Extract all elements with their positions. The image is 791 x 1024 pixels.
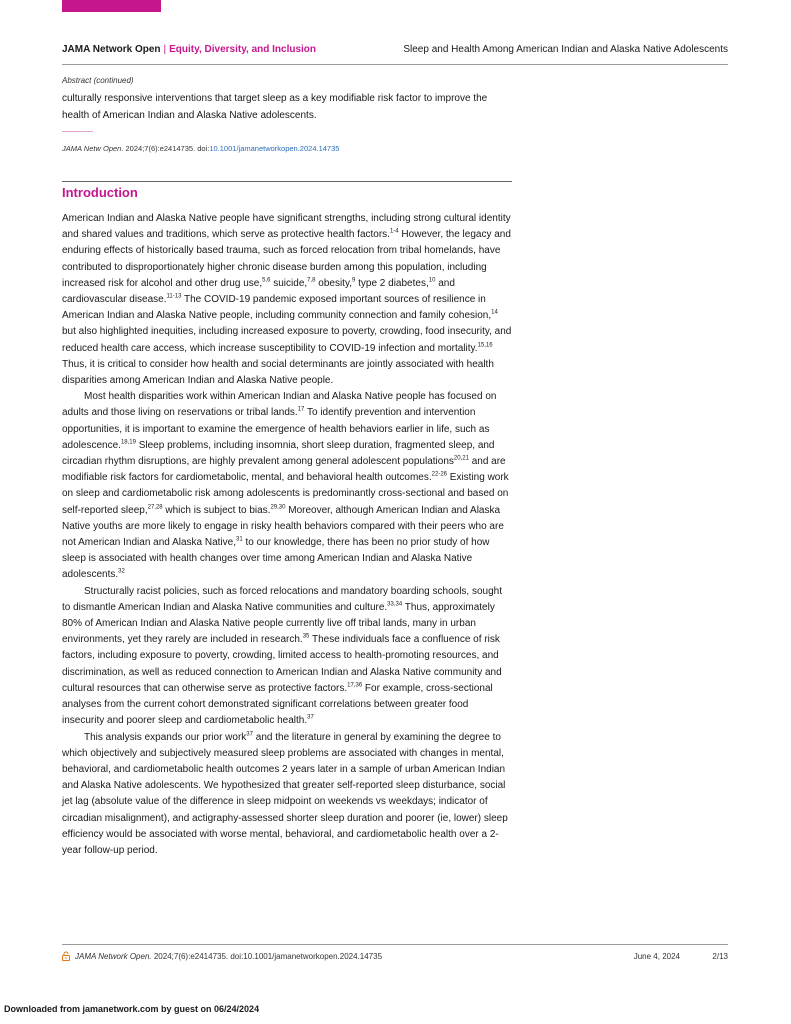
- text-segment: These individuals face a confluence of risk factors, including exposure to poverty, crowding, limited access to health-promoting resources, and discrimination, as well as reduced connection to American Indian and Alaska Native community and cultural resources that can otherwise serve as protective factors.: [62, 634, 502, 694]
- abstract-end-rule: [62, 131, 93, 132]
- text-segment: obesity,: [315, 277, 352, 289]
- text-segment: Most health disparities work within American Indian and Alaska Native people has focused on adults and those living on reservations or tribal lands.: [62, 391, 497, 419]
- text-segment: Thus, approximately 80% of American Indian and Alaska Native people currently live off tribal lands, many in urban environments, yet they rarely are included in research.: [62, 601, 495, 646]
- text-segment: suicide,: [270, 277, 308, 289]
- journal-title: JAMA Network Open: [62, 44, 161, 55]
- reference-superscript[interactable]: 27,28: [147, 504, 163, 511]
- paragraph: [62, 389, 512, 583]
- footer-ref: 2024;7(6):e2414735. doi:10.1001/jamanetworkopen.2024.14735: [151, 952, 383, 961]
- text-segment: and the literature in general by examining the degree to which objectively and subjectively measured sleep problems are associated with changes in mental, behavioral, and cardiometabolic health outcomes 2 years later in a sample of urban American Indian and Alaska Native adolescents. We hypothesized that greater self-reported sleep disturbance, social jet lag (absolute value of the difference in sleep midpoint on weekends vs weekdays; indicator of circadian misalignment), and actigraphy-assessed shorter sleep duration and poorer (ie, lower) sleep efficiency would be associated with worse mental, behavioral, and cardiometabolic health over a 2-year follow-up period.: [62, 731, 508, 856]
- text-segment: and cardiovascular disease.: [62, 277, 455, 306]
- text-segment: Moreover, although American Indian and Alaska Native youths are more likely to engage in risky health behaviors compared with their peers who are not American Indian and Alaska Native,: [62, 504, 504, 549]
- text-segment: Sleep problems, including insomnia, short sleep duration, fragmented sleep, and circadian rhythm disruptions, are highly prevalent among general adolescent populations: [62, 439, 495, 468]
- download-note: Downloaded from jamanetwork.com by guest on 06/24/2024: [4, 1004, 260, 1014]
- page-footer: [62, 951, 728, 963]
- reference-superscript[interactable]: 17: [297, 407, 305, 414]
- page-number: 2/13: [712, 952, 728, 961]
- section-label[interactable]: Equity, Diversity, and Inclusion: [169, 44, 317, 55]
- publication-date: June 4, 2024: [633, 952, 680, 961]
- reference-superscript[interactable]: 22-26: [431, 471, 447, 478]
- abstract-continued-label: Abstract (continued): [62, 76, 134, 85]
- reference-superscript[interactable]: 15,16: [477, 342, 493, 349]
- abstract-text: culturally responsive interventions that target sleep as a key modifiable risk factor to improve the health of American Indian and Alaska Native adolescents.: [62, 93, 488, 121]
- text-segment: However, the legacy and enduring effects of historically based trauma, such as forced relocation from tribal homelands, have contributed to disproportionately higher chronic disease burden among this population, including increased risk for alcohol and other drug use,: [62, 229, 511, 289]
- text-segment: type 2 diabetes,: [355, 277, 429, 289]
- reference-superscript[interactable]: 10: [428, 277, 436, 284]
- article-citation: [62, 144, 339, 153]
- text-segment: Existing work on sleep and cardiometabolic risk among adolescents is predominantly cross-sectional and based on self-reported sleep,: [62, 472, 509, 516]
- section-heading: Introduction: [62, 185, 138, 200]
- text-segment: Structurally racist policies, such as forced relocations and mandatory boarding schools, sought to dismantle American Indian and Alaska Native communities and culture.: [62, 585, 502, 613]
- reference-superscript[interactable]: 17,36: [347, 682, 363, 689]
- section-divider: [62, 181, 512, 182]
- reference-superscript[interactable]: 32: [118, 569, 125, 576]
- citation-doi-link[interactable]: 10.1001/jamanetworkopen.2024.14735: [209, 144, 340, 153]
- page-header: [62, 44, 728, 58]
- text-segment: Thus, it is critical to consider how health and social determinants are jointly associated with health disparities among American Indian and Alaska Native people.: [62, 358, 494, 387]
- reference-superscript[interactable]: 1-4: [389, 228, 399, 235]
- text-segment: and are modifiable risk factors for cardiometabolic, mental, and behavioral health outcomes.: [62, 456, 506, 484]
- text-segment: This analysis expands our prior work: [84, 731, 247, 743]
- paragraph: [62, 730, 512, 860]
- footer-divider: [62, 944, 728, 945]
- paragraph: [62, 584, 512, 730]
- reference-superscript[interactable]: 35: [302, 633, 310, 640]
- header-separator: |: [163, 44, 167, 55]
- text-segment: To identify prevention and intervention opportunities, it is important to examine the emergence of health behaviors earlier in life, such as adolescence.: [62, 407, 490, 451]
- body-text: [62, 211, 512, 859]
- reference-superscript[interactable]: 14: [491, 309, 498, 316]
- text-segment: The COVID-19 pandemic exposed important sources of resilience in American Indian and Alaska Native people, including community connection and family cohesion,: [62, 294, 492, 322]
- top-accent-bar: [62, 0, 161, 12]
- open-access-lock-icon: [62, 951, 70, 961]
- reference-superscript[interactable]: 33,34: [387, 601, 403, 608]
- reference-superscript[interactable]: 20,21: [453, 455, 469, 462]
- reference-superscript[interactable]: 9: [352, 277, 356, 284]
- reference-superscript[interactable]: 5,6: [262, 277, 271, 284]
- journal-name: [62, 44, 316, 55]
- footer-citation: [75, 952, 382, 961]
- footer-journal: JAMA Network Open.: [75, 952, 152, 961]
- reference-superscript[interactable]: 31: [236, 536, 243, 543]
- reference-superscript[interactable]: 37: [246, 731, 253, 738]
- reference-superscript[interactable]: 7,8: [307, 277, 316, 284]
- reference-superscript[interactable]: 18,19: [120, 439, 136, 446]
- citation-ref: 2024;7(6):e2414735. doi:: [123, 144, 210, 153]
- citation-journal: JAMA Netw Open.: [62, 144, 124, 153]
- text-segment: which is subject to bias.: [162, 504, 271, 516]
- paragraph: [62, 211, 512, 389]
- text-segment: but also highlighted inequities, including increased exposure to poverty, crowding, food insecurity, and reduced health care access, which increase susceptibility to COVID-19 infection and mortality.: [62, 326, 512, 354]
- reference-superscript[interactable]: 37: [307, 714, 314, 721]
- running-title: Sleep and Health Among American Indian and Alaska Native Adolescents: [403, 44, 728, 55]
- reference-superscript[interactable]: 29,30: [270, 504, 286, 511]
- reference-superscript[interactable]: 11-13: [166, 293, 182, 300]
- header-divider: [62, 64, 728, 65]
- text-segment: American Indian and Alaska Native people have significant strengths, including strong cultural identity and shared values and traditions, which serve as protective health factors.: [62, 213, 511, 241]
- text-segment: to our knowledge, there has been no prior study of how sleep is associated with health changes over time among American Indian and Alaska Native adolescents.: [62, 537, 490, 581]
- text-segment: For example, cross-sectional analyses from the current cohort demonstrated significant correlations between greater food insecurity and poorer sleep and cardiometabolic health.: [62, 682, 493, 727]
